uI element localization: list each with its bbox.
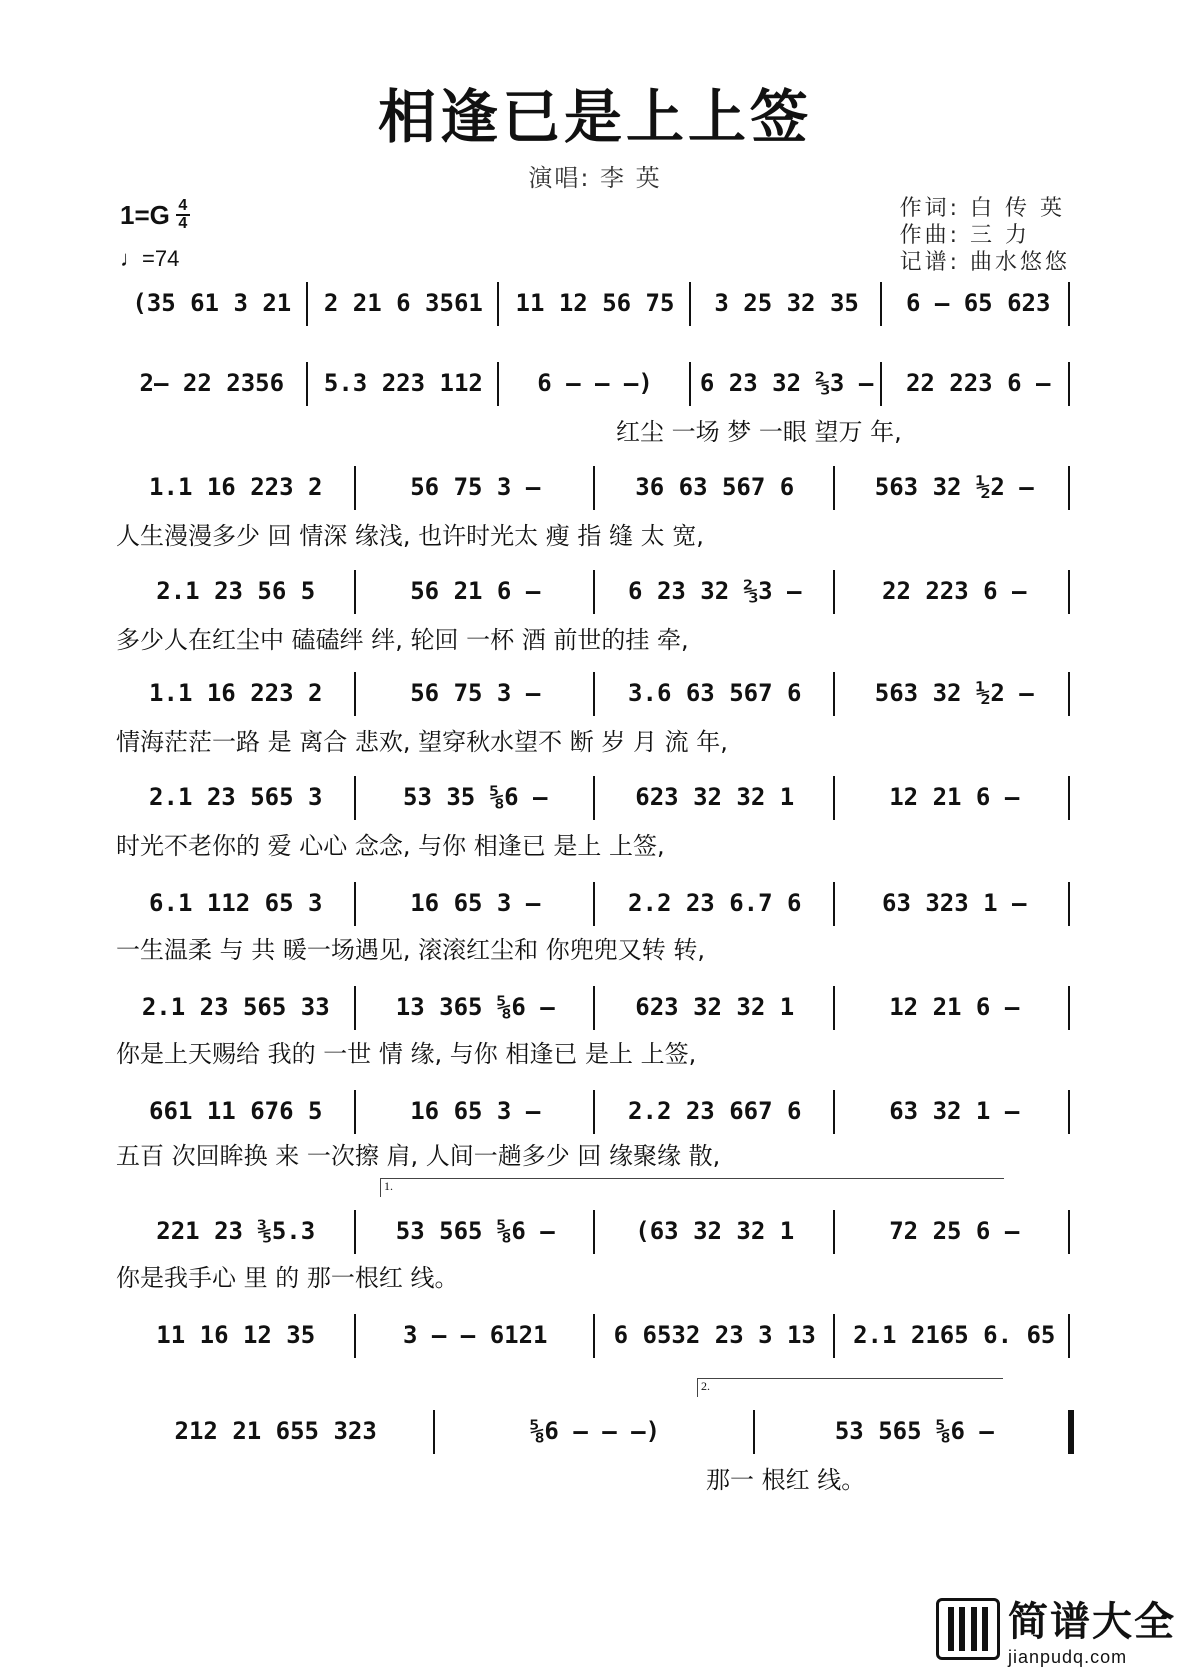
composer: 作曲: 三 力: [899, 223, 1030, 248]
lyric-line: 那一 根红 线。: [706, 1466, 866, 1494]
measure: 63 32 1 –: [889, 1097, 1020, 1125]
lyricist: 作词: 白 传 英: [899, 196, 1065, 221]
measure: 36 63 567 6: [635, 473, 795, 501]
lyric-line: 红尘 一场 梦 一眼 望万 年,: [616, 418, 902, 446]
measure: 6.1 112 65 3: [149, 889, 323, 917]
barline: [1068, 362, 1070, 406]
barline: [1068, 882, 1070, 926]
key-signature: [120, 198, 190, 232]
barline: [1068, 466, 1070, 510]
measure: 623 32 32 1: [635, 993, 795, 1021]
barline: [1068, 672, 1070, 716]
barline: [1068, 1410, 1074, 1454]
watermark-url: jianpudq.com: [1008, 1647, 1128, 1667]
measure: 3 – – 6121: [403, 1321, 548, 1349]
watermark-logo: [936, 1590, 1176, 1668]
measure: 2– 22 2356: [139, 369, 285, 397]
measure: 221 23 ⅗5.3: [156, 1217, 316, 1245]
key-label: 1=G: [120, 199, 170, 230]
tempo-marking: ♩=74: [120, 246, 180, 271]
staff-system: [116, 278, 1074, 328]
lyric-line: 时光不老你的 爱 心心 念念, 与你 相逢已 是上 上签,: [116, 832, 665, 860]
measure: 6 – 65 623: [905, 289, 1051, 317]
measure: 22 223 6 –: [905, 369, 1051, 397]
measure: 13 365 ⅝6 –: [395, 993, 555, 1021]
measure: 2.2 23 667 6: [628, 1097, 802, 1125]
measure: 3 25 32 35: [714, 289, 859, 317]
measure: 5.3 223 112: [323, 369, 483, 397]
measure: 2.2 23 6.7 6: [628, 889, 802, 917]
measure: (63 32 32 1: [635, 1217, 795, 1245]
lyric-line: 你是上天赐给 我的 一世 情 缘, 与你 相逢已 是上 上签,: [116, 1040, 697, 1068]
measure: 63 323 1 –: [882, 889, 1027, 917]
measure: 3.6 63 567 6: [628, 679, 802, 707]
lyric-line: 你是我手心 里 的 那一根红 线。: [116, 1264, 459, 1292]
measure: 6 – – –): [537, 369, 653, 397]
staff-system: [116, 1206, 1074, 1256]
staff-system: [116, 462, 1074, 512]
barline: [1068, 570, 1070, 614]
measure: 563 32 ½2 –: [874, 679, 1034, 707]
staff-system: [116, 566, 1074, 616]
measure: 53 35 ⅝6 –: [403, 783, 548, 811]
staff-system: [116, 878, 1074, 928]
credits: [900, 195, 1070, 276]
measure: 6 23 32 ⅔3 –: [628, 577, 802, 605]
measure: 623 32 32 1: [635, 783, 795, 811]
staff-system: [116, 1406, 1074, 1456]
barline: [1068, 1090, 1070, 1134]
time-signature: $\frac{4}{4}$: [176, 198, 190, 232]
measure: 56 21 6 –: [410, 577, 541, 605]
measure: 1.1 16 223 2: [149, 679, 323, 707]
singer-credit: 演唱: 李 英: [528, 164, 662, 192]
measure: 53 565 ⅝6 –: [834, 1417, 994, 1445]
measure: 16 65 3 –: [410, 1097, 541, 1125]
measure: 22 223 6 –: [882, 577, 1027, 605]
staff-system: [116, 358, 1074, 408]
transcriber: 记谱: 曲水悠悠: [899, 250, 1070, 275]
measure: 11 16 12 35: [156, 1321, 316, 1349]
measure: 661 11 676 5: [149, 1097, 323, 1125]
measure: 1.1 16 223 2: [149, 473, 323, 501]
measure: ⅝6 – – –): [529, 1417, 661, 1445]
measure: 212 21 655 323: [174, 1417, 377, 1445]
lyric-line: 人生漫漫多少 回 情深 缘浅, 也许时光太 瘦 指 缝 太 宽,: [116, 522, 704, 550]
measure: 11 12 56 75: [515, 289, 675, 317]
measure: 2.1 23 565 3: [149, 783, 323, 811]
measure: 2.1 23 56 5: [156, 577, 316, 605]
song-title: 相逢已是上上签: [377, 83, 812, 151]
piano-icon: [936, 1598, 1000, 1660]
lyric-line: 一生温柔 与 共 暖一场遇见, 滚滚红尘和 你兜兜又转 转,: [116, 936, 706, 964]
measure: 563 32 ½2 –: [874, 473, 1034, 501]
barline: [1068, 282, 1070, 326]
measure: 6 6532 23 3 13: [613, 1321, 816, 1349]
watermark-name: 简谱大全: [1008, 1599, 1176, 1645]
measure: 56 75 3 –: [410, 679, 541, 707]
staff-system: [116, 1086, 1074, 1136]
second-ending-bracket: 2.: [697, 1378, 1003, 1397]
measure: 2.1 23 565 33: [141, 993, 330, 1021]
staff-system: [116, 982, 1074, 1032]
lyric-line: 多少人在红尘中 磕磕绊 绊, 轮回 一杯 酒 前世的挂 牵,: [116, 626, 689, 654]
barline: [1068, 1314, 1070, 1358]
staff-system: [116, 668, 1074, 718]
measure: 72 25 6 –: [889, 1217, 1020, 1245]
measure: (35 61 3 21: [132, 289, 292, 317]
measure: 2.1 2165 6. 65: [853, 1321, 1056, 1349]
measure: 56 75 3 –: [410, 473, 541, 501]
lyric-line: 五百 次回眸换 来 一次擦 肩, 人间一趟多少 回 缘聚缘 散,: [116, 1142, 721, 1170]
measure: 12 21 6 –: [889, 993, 1020, 1021]
measure: 12 21 6 –: [889, 783, 1020, 811]
measure: 53 565 ⅝6 –: [395, 1217, 555, 1245]
first-ending-bracket: 1.: [380, 1178, 1004, 1197]
lyric-line: 情海茫茫一路 是 离合 悲欢, 望穿秋水望不 断 岁 月 流 年,: [116, 728, 728, 756]
barline: [1068, 776, 1070, 820]
measure: 16 65 3 –: [410, 889, 541, 917]
measure: 6 23 32 ⅔3 –: [699, 369, 874, 397]
measure: 2 21 6 3561: [323, 289, 483, 317]
barline: [1068, 1210, 1070, 1254]
staff-system: [116, 772, 1074, 822]
staff-system: [116, 1310, 1074, 1360]
barline: [1068, 986, 1070, 1030]
